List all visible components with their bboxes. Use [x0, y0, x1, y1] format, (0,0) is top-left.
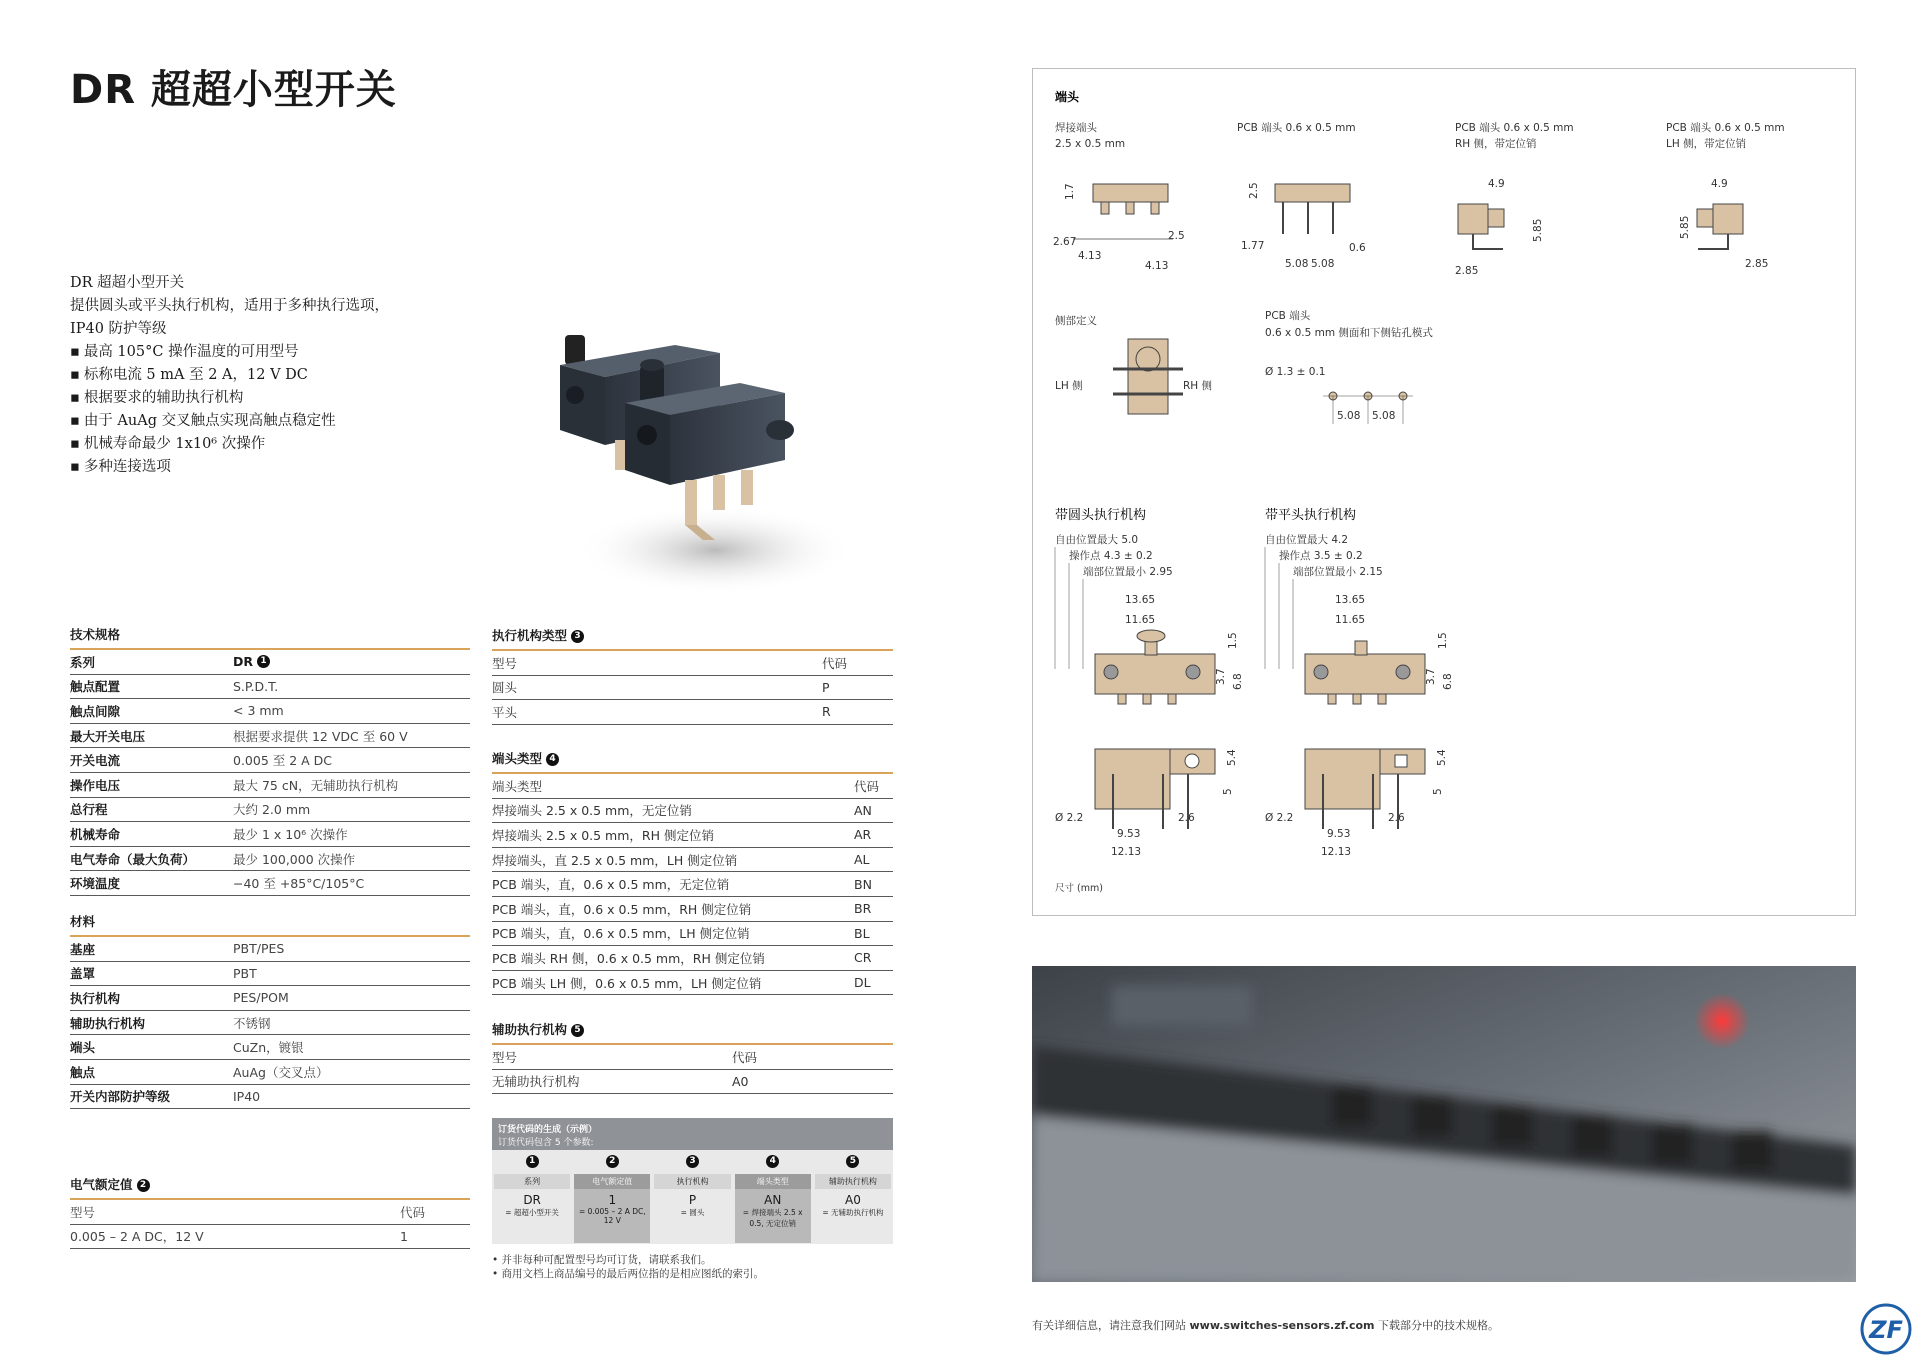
note: • 并非每种可配置型号均可订货，请联系我们。: [492, 1254, 712, 1266]
actuator-row: [492, 700, 893, 725]
badge-5: 5: [571, 1024, 584, 1037]
material-row: [70, 1085, 470, 1110]
intro-text: [70, 272, 389, 479]
aux-title-text: 辅助执行机构: [492, 1022, 568, 1037]
actuator-title-text: 执行机构类型: [492, 628, 568, 643]
badge-1: 1: [257, 655, 270, 668]
spec-row: [70, 748, 470, 773]
footer-pre: 有关详细信息，请注意我们网站: [1032, 1319, 1190, 1332]
t3-label: PCB 端头 0.6 x 0.5 mm: [1455, 122, 1574, 134]
spec-key: 触点配置: [70, 679, 121, 695]
badge-3: 3: [571, 630, 584, 643]
product-photo: [545, 285, 875, 605]
rating-row: [70, 1225, 470, 1250]
spec-value: 0.005 至 2 A DC: [233, 753, 333, 769]
aux-title: [492, 1020, 893, 1045]
terminal-code: CR: [854, 950, 872, 966]
actuator-code: R: [822, 704, 831, 720]
order-label: 辅助执行机构: [815, 1174, 891, 1189]
spec-value: 最少 100,000 次操作: [233, 851, 356, 867]
specs-section: [70, 625, 470, 896]
material-row: [70, 937, 470, 962]
t2-label: PCB 端头 0.6 x 0.5 mm: [1237, 122, 1356, 134]
terminal-row: [492, 971, 893, 996]
round-label: 端部位置最小 2.95: [1083, 566, 1173, 578]
material-key: 开关内部防护等级: [70, 1089, 171, 1105]
order-col: [813, 1150, 893, 1244]
rating-header: [70, 1200, 470, 1225]
round-actuator-drawing: [1055, 547, 1215, 829]
aux-row: [492, 1070, 893, 1095]
dim-label: Ø 2.2: [1055, 812, 1084, 824]
terminal-drawing-lh: [1679, 178, 1768, 270]
terminal-row: [492, 872, 893, 897]
terminal-code: DL: [854, 975, 871, 991]
actuator-header: [492, 651, 893, 676]
col-header: 端头类型: [492, 778, 543, 794]
dim-label: 1.77: [1241, 240, 1265, 252]
rating-title-text: 电气额定值: [70, 1177, 133, 1192]
materials-section: [70, 912, 470, 1109]
terminal-drawing-solder: [1053, 183, 1185, 272]
material-value: PBT/PES: [233, 941, 285, 957]
rh-label: RH 侧: [1183, 380, 1213, 392]
spec-row: [70, 773, 470, 798]
material-value: AuAg（交叉点）: [233, 1064, 329, 1080]
intro-bullet: ▪ 最高 105°C 操作温度的可用型号: [70, 341, 389, 364]
dim-label: 2.6: [1388, 812, 1405, 824]
flat-label: 操作点 3.5 ± 0.2: [1279, 550, 1363, 562]
terminal-type: 焊接端头 2.5 x 0.5 mm，RH 侧定位销: [492, 827, 714, 843]
dim-label: 12.13: [1321, 846, 1352, 858]
badge-2: 2: [137, 1179, 150, 1192]
actuator-type: 平头: [492, 704, 518, 720]
terminal-row: [492, 946, 893, 971]
actuator-section: [492, 626, 893, 725]
badge-4: 4: [546, 753, 559, 766]
order-code: DR: [523, 1193, 541, 1207]
intro-bullet: ▪ 机械寿命最少 1x10⁶ 次操作: [70, 433, 389, 456]
t3-label: RH 侧，带定位销: [1455, 138, 1537, 150]
material-row: [70, 962, 470, 987]
terminal-drawing-rh: [1455, 178, 1544, 277]
spec-row: [70, 871, 470, 896]
material-key: 触点: [70, 1064, 96, 1080]
application-photo: [1032, 966, 1856, 1282]
order-num: 1: [526, 1155, 539, 1168]
spec-value: 大约 2.0 mm: [233, 802, 311, 818]
terminal-drawing-pcb: [1241, 182, 1366, 270]
t4-label: LH 侧，带定位销: [1666, 138, 1747, 150]
material-row: [70, 1035, 470, 1060]
dim-label: 1.5: [1437, 632, 1449, 649]
order-col: [733, 1150, 813, 1244]
terminal-code: BR: [854, 901, 872, 917]
page-title: DR 超超小型开关: [70, 67, 397, 113]
dim-label: 0.6: [1349, 242, 1366, 254]
intro-line: IP40 防护等级: [70, 321, 167, 337]
actuator-type: 圆头: [492, 680, 518, 696]
material-value: 不锈钢: [233, 1015, 271, 1031]
col-header: 型号: [492, 655, 518, 671]
terminal-header: [492, 774, 893, 799]
aux-type: 无辅助执行机构: [492, 1074, 580, 1090]
dim-label: 2.5: [1168, 230, 1185, 242]
intro-bullet: ▪ 标称电流 5 mA 至 2 A，12 V DC: [70, 364, 389, 387]
order-label: 端头类型: [735, 1174, 811, 1189]
intro-bullet: ▪ 多种连接选项: [70, 456, 389, 479]
order-col: [652, 1150, 732, 1244]
dim-label: 5: [1222, 788, 1234, 795]
t1-label: 焊接端头: [1055, 122, 1097, 134]
specs-title: 技术规格: [70, 625, 470, 650]
dim-label: 1.7: [1064, 183, 1076, 200]
order-code-box: [492, 1118, 893, 1244]
dim-label: 5.08: [1311, 258, 1335, 270]
hole-label: Ø 1.3 ± 0.1: [1265, 366, 1326, 378]
col-header: 代码: [732, 1049, 758, 1065]
spec-row: [70, 675, 470, 700]
rating-section: [70, 1175, 470, 1249]
actuator-row: [492, 676, 893, 701]
material-key: 端头: [70, 1040, 96, 1056]
dim-label: 2.6: [1178, 812, 1195, 824]
dim-label: 13.65: [1125, 594, 1156, 606]
dim-label: 3.7: [1215, 668, 1227, 685]
terminal-title: [492, 749, 893, 774]
order-num: 3: [686, 1155, 699, 1168]
spec-value: −40 至 +85°C/105°C: [233, 876, 365, 892]
dim-label: 5: [1432, 788, 1444, 795]
terminals-title: 端头: [1055, 90, 1080, 104]
dim-label: 2.67: [1053, 236, 1077, 248]
order-header: [492, 1118, 893, 1150]
aux-header: [492, 1045, 893, 1070]
spec-key: 系列: [70, 654, 96, 670]
terminal-type: PCB 端头，直，0.6 x 0.5 mm，LH 侧定位销: [492, 926, 750, 942]
flat-actuator-drawing: [1265, 547, 1425, 829]
dim-label: 3.7: [1425, 668, 1437, 685]
terminal-row: [492, 823, 893, 848]
spec-key: 机械寿命: [70, 826, 121, 842]
dim-label: 5.4: [1226, 749, 1238, 766]
terminal-code: BL: [854, 925, 870, 941]
order-num: 5: [846, 1155, 859, 1168]
dim-label: 11.65: [1335, 614, 1366, 626]
terminal-row: [492, 897, 893, 922]
terminal-title-text: 端头类型: [492, 751, 543, 766]
order-notes: [492, 1253, 764, 1281]
col-header: 型号: [492, 1049, 518, 1065]
terminal-code: AR: [854, 827, 872, 843]
side-definition-drawing: [1113, 339, 1183, 414]
order-desc: = 无辅助执行机构: [822, 1208, 884, 1217]
material-key: 执行机构: [70, 990, 121, 1006]
dim-label: 5.4: [1436, 749, 1448, 766]
order-code: AN: [764, 1193, 782, 1207]
order-code: P: [688, 1193, 697, 1207]
material-key: 辅助执行机构: [70, 1015, 146, 1031]
col-header: 型号: [70, 1204, 96, 1220]
spec-value: 最大 75 cN，无辅助执行机构: [233, 777, 399, 793]
dim-label: 9.53: [1117, 828, 1141, 840]
terminal-row: [492, 922, 893, 947]
t4-label: PCB 端头 0.6 x 0.5 mm: [1666, 122, 1785, 134]
footer-post: 下载部分中的技术规格。: [1374, 1319, 1500, 1332]
dim-label: 5.85: [1679, 215, 1691, 239]
terminal-type: PCB 端头，直，0.6 x 0.5 mm，RH 侧定位销: [492, 901, 752, 917]
zf-logo: [1860, 1303, 1912, 1355]
spec-value: 最少 1 x 10⁶ 次操作: [233, 826, 348, 842]
order-title: 订货代码的生成（示例）: [498, 1125, 598, 1135]
order-col: [572, 1150, 652, 1244]
order-columns: [492, 1150, 893, 1244]
spec-key: 开关电流: [70, 753, 121, 769]
side-def-label: 侧部定义: [1055, 315, 1097, 327]
flat-label: 端部位置最小 2.15: [1293, 566, 1383, 578]
dimension-drawings: [1033, 69, 1855, 915]
material-row: [70, 1011, 470, 1036]
dim-label: 2.5: [1248, 182, 1260, 199]
terminal-type: PCB 端头 RH 侧，0.6 x 0.5 mm，RH 侧定位销: [492, 950, 765, 966]
dim-label: 1.5: [1227, 632, 1239, 649]
terminal-type: PCB 端头 LH 侧，0.6 x 0.5 mm，LH 侧定位销: [492, 975, 762, 991]
order-col: [492, 1150, 572, 1244]
rating-type: 0.005 – 2 A DC，12 V: [70, 1229, 204, 1245]
dim-label: 4.13: [1145, 260, 1169, 272]
material-row: [70, 986, 470, 1011]
dim-label: 2.85: [1745, 258, 1769, 270]
order-label: 电气额定值: [574, 1174, 650, 1189]
spec-key: 最大开关电压: [70, 728, 146, 744]
lh-label: LH 侧: [1055, 380, 1083, 392]
terminal-type: PCB 端头，直，0.6 x 0.5 mm，无定位销: [492, 877, 730, 893]
terminal-code: AL: [854, 852, 870, 868]
note: • 商用文档上商品编号的最后两位指的是相应图纸的索引。: [492, 1268, 765, 1280]
spec-row: [70, 847, 470, 872]
aux-section: [492, 1020, 893, 1094]
dim-label: 2.85: [1455, 265, 1479, 277]
spec-row: [70, 822, 470, 847]
terminal-type: 焊接端头，直 2.5 x 0.5 mm，LH 侧定位销: [492, 852, 738, 868]
dim-label: 9.53: [1327, 828, 1351, 840]
terminal-code: AN: [854, 802, 872, 818]
dim-label: 5.08: [1372, 410, 1396, 422]
spec-row: [70, 724, 470, 749]
order-num: 4: [766, 1155, 779, 1168]
t1-label: 2.5 x 0.5 mm: [1055, 138, 1126, 150]
order-subtitle: 订货代码包含 5 个参数:: [498, 1138, 594, 1148]
dim-label: 13.65: [1335, 594, 1366, 606]
pcb-title: 0.6 x 0.5 mm 侧面和下侧钻孔模式: [1265, 327, 1433, 339]
material-row: [70, 1060, 470, 1085]
footer-text: [1032, 1317, 1499, 1333]
spec-value: < 3 mm: [233, 703, 284, 719]
actuator-code: P: [822, 679, 830, 695]
order-desc: = 圆头: [680, 1208, 705, 1217]
dim-label: 4.9: [1488, 178, 1505, 190]
units-note: 尺寸 (mm): [1055, 883, 1103, 894]
footer-link[interactable]: www.switches-sensors.zf.com: [1189, 1319, 1375, 1332]
material-value: CuZn，镀银: [233, 1040, 304, 1056]
col-header: 代码: [400, 1204, 426, 1220]
spec-value: 根据要求提供 12 VDC 至 60 V: [233, 728, 408, 744]
intro-bullet: ▪ 根据要求的辅助执行机构: [70, 387, 389, 410]
dim-label: 6.8: [1232, 673, 1244, 690]
order-desc: = 超超小型开关: [505, 1208, 559, 1217]
intro-heading: DR 超超小型开关: [70, 275, 185, 291]
spec-key: 操作电压: [70, 777, 121, 793]
order-num: 2: [606, 1155, 619, 1168]
dimension-panel: [1032, 68, 1856, 916]
round-label: 操作点 4.3 ± 0.2: [1069, 550, 1153, 562]
material-value: PES/POM: [233, 990, 289, 1006]
col-header: 代码: [854, 778, 880, 794]
order-desc: = 0.005 – 2 A DC, 12 V: [578, 1207, 646, 1225]
terminal-row: [492, 799, 893, 824]
materials-title: 材料: [70, 912, 470, 937]
order-label: 执行机构: [654, 1174, 730, 1189]
round-label: 自由位置最大 5.0: [1055, 534, 1139, 546]
col-header: 代码: [822, 655, 848, 671]
dim-label: 6.8: [1442, 673, 1454, 690]
dim-label: Ø 2.2: [1265, 812, 1294, 824]
actuator-title: [492, 626, 893, 651]
flat-actuator-title: 带平头执行机构: [1265, 508, 1357, 523]
dim-label: 4.13: [1078, 250, 1102, 262]
intro-bullet: ▪ 由于 AuAg 交叉触点实现高触点稳定性: [70, 410, 389, 433]
terminal-code: BN: [854, 876, 872, 892]
terminal-section: [492, 749, 893, 995]
intro-line: 提供圆头或平头执行机构，适用于多种执行选项，: [70, 298, 389, 314]
spec-row: [70, 650, 470, 675]
dim-label: 5.85: [1532, 218, 1544, 242]
round-actuator-title: 带圆头执行机构: [1055, 508, 1147, 523]
spec-value: S.P.D.T.: [233, 678, 279, 694]
terminal-row: [492, 848, 893, 873]
order-label: 系列: [494, 1174, 570, 1189]
spec-value: DR: [233, 654, 254, 670]
order-code: A0: [844, 1193, 861, 1207]
spec-key: 触点间隙: [70, 703, 121, 719]
material-value: IP40: [233, 1088, 261, 1104]
flat-label: 自由位置最大 4.2: [1265, 534, 1349, 546]
dim-label: 11.65: [1125, 614, 1156, 626]
dim-label: 12.13: [1111, 846, 1142, 858]
rating-code: 1: [400, 1228, 408, 1244]
zf-logo-text: ZF: [1869, 1316, 1903, 1344]
terminal-type: 焊接端头 2.5 x 0.5 mm，无定位销: [492, 803, 692, 819]
rating-title: [70, 1175, 470, 1200]
material-value: PBT: [233, 965, 257, 981]
material-key: 基座: [70, 941, 96, 957]
material-key: 盖罩: [70, 966, 96, 982]
order-desc: = 焊接端头 2.5 x 0.5, 无定位销: [742, 1208, 803, 1228]
dim-label: 4.9: [1711, 178, 1728, 190]
spec-key: 总行程: [70, 802, 108, 818]
dim-label: 5.08: [1285, 258, 1309, 270]
spec-key: 环境温度: [70, 876, 121, 892]
dim-label: 5.08: [1337, 410, 1361, 422]
spec-key: 电气寿命（最大负荷）: [70, 851, 196, 867]
aux-code: A0: [732, 1073, 749, 1089]
spec-row: [70, 798, 470, 823]
pcb-title: PCB 端头: [1265, 310, 1311, 322]
order-code: 1: [608, 1193, 617, 1207]
spec-row: [70, 699, 470, 724]
